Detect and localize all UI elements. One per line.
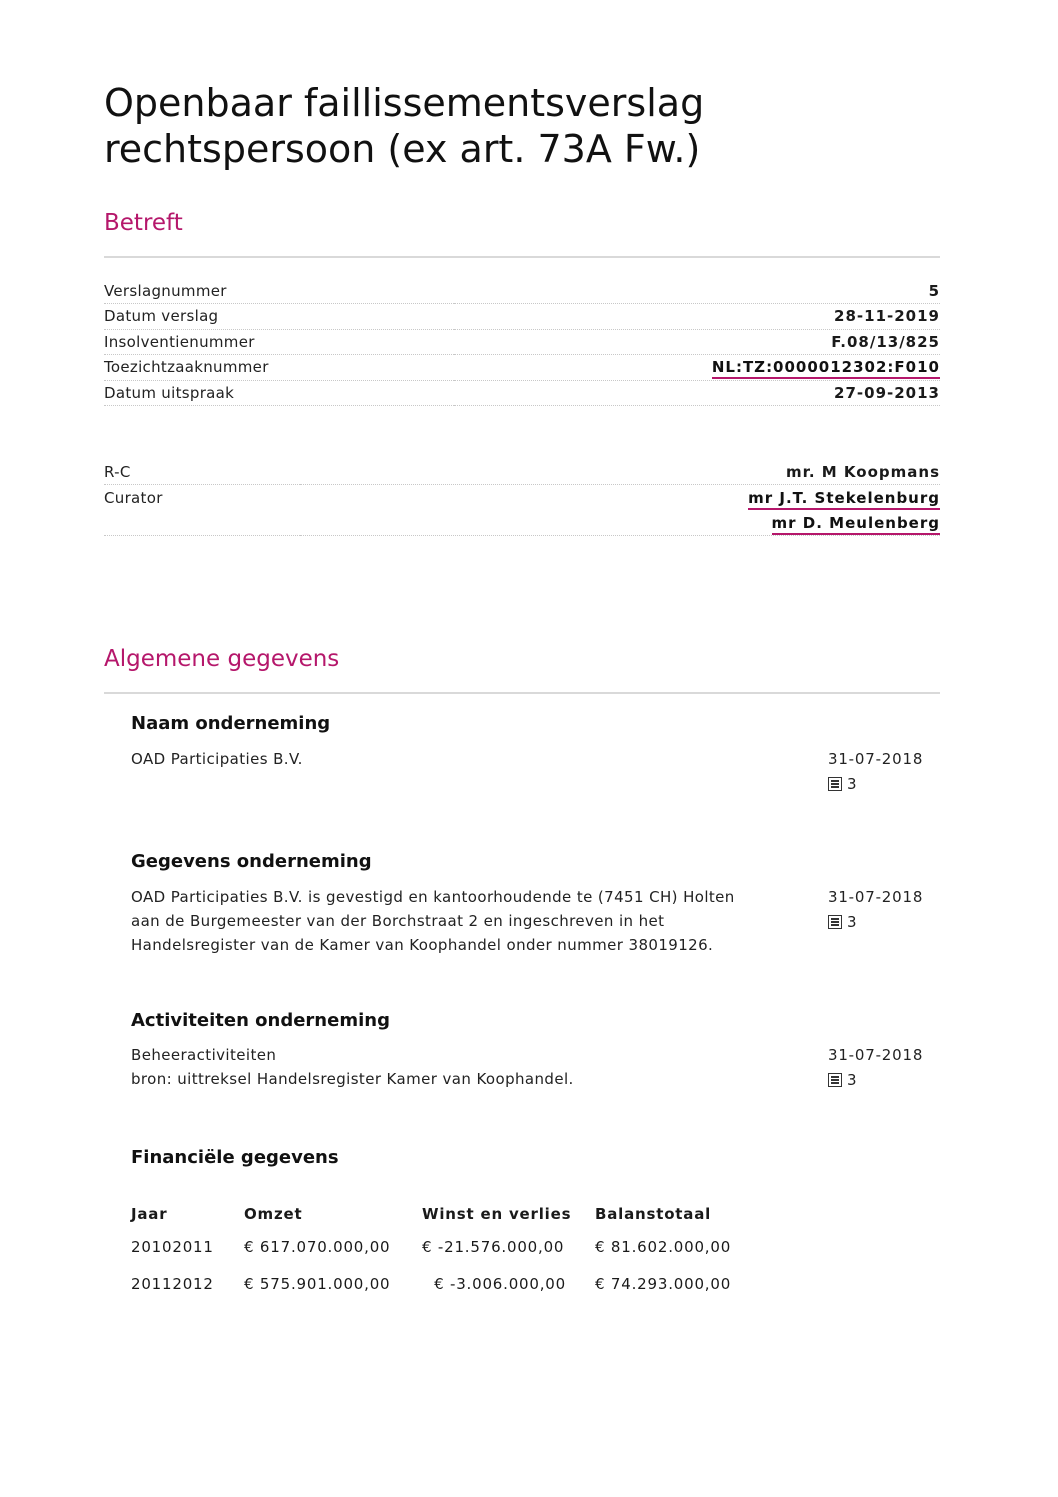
persons-table (104, 459, 940, 536)
naam-ref-number: 3 (847, 775, 857, 793)
table-row (131, 1228, 765, 1265)
section-divider (104, 692, 940, 694)
activiteiten-doc-ref[interactable] (828, 1071, 857, 1089)
gegevens-line-2: aan de Burgemeester van der Borchstraat 2 en ingeschreven in het (131, 912, 665, 930)
label-datum-verslag: Datum verslag (104, 307, 219, 326)
value-verslagnummer: 5 (928, 281, 940, 300)
cell-jaar: 20112012 (131, 1274, 214, 1293)
label-toezichtzaaknummer: Toezichtzaaknummer (104, 358, 269, 377)
row-datum-uitspraak (104, 380, 940, 406)
activiteiten-line-2: bron: uittreksel Handelsregister Kamer van Koophandel. (131, 1070, 574, 1088)
label-insolventienummer: Insolventienummer (104, 332, 255, 351)
activiteiten-ref-number: 3 (847, 1071, 857, 1089)
subheading-naam: Naam onderneming (131, 713, 331, 734)
naam-doc-ref[interactable] (828, 775, 857, 793)
cell-omzet: € 575.901.000,00 (244, 1274, 391, 1293)
gegevens-text (131, 885, 801, 957)
toezichtzaaknummer-link[interactable]: NL:TZ:0000012302:F010 (712, 358, 940, 379)
activiteiten-line-1: Beheeractiviteiten (131, 1046, 277, 1064)
naam-text: OAD Participaties B.V. (131, 750, 303, 768)
title-line-1: Openbaar faillissementsverslag (104, 81, 705, 125)
financial-table (131, 1200, 765, 1302)
subheading-activiteiten: Activiteiten onderneming (131, 1010, 390, 1031)
row-verslagnummer (104, 278, 940, 304)
activiteiten-text (131, 1043, 801, 1091)
section-heading-algemene: Algemene gegevens (104, 646, 340, 672)
section-divider (104, 256, 940, 258)
case-details-table (104, 278, 940, 406)
document-icon (828, 1073, 842, 1087)
label-verslagnummer: Verslagnummer (104, 281, 227, 300)
label-datum-uitspraak: Datum uitspraak (104, 383, 235, 402)
row-rc (104, 459, 940, 485)
row-insolventienummer (104, 329, 940, 355)
row-datum-verslag (104, 304, 940, 330)
value-datum-uitspraak: 27-09-2013 (834, 383, 940, 402)
value-curator-2 (300, 510, 940, 536)
naam-date: 31-07-2018 (828, 750, 924, 768)
col-header-balanstotaal: Balanstotaal (595, 1205, 712, 1223)
row-curator (104, 485, 940, 511)
subheading-financieel: Financiële gegevens (131, 1147, 339, 1168)
gegevens-ref-number: 3 (847, 913, 857, 931)
section-heading-betreft: Betreft (104, 210, 183, 236)
gegevens-line-1: OAD Participaties B.V. is gevestigd en kantoorhoudende te (7451 CH) Holten (131, 888, 735, 906)
curator-link-1[interactable]: mr J.T. Stekelenburg (748, 489, 940, 510)
value-rc: mr. M Koopmans (785, 462, 940, 481)
gegevens-date: 31-07-2018 (828, 888, 924, 906)
col-header-winst: Winst en verlies (422, 1205, 572, 1223)
col-header-omzet: Omzet (244, 1205, 303, 1223)
value-insolventienummer: F.08/13/825 (831, 332, 940, 351)
document-icon (828, 777, 842, 791)
document-icon (828, 915, 842, 929)
value-curator-1 (300, 485, 940, 511)
value-toezichtzaaknummer (454, 355, 940, 381)
cell-winst: € -3.006.000,00 (434, 1274, 566, 1293)
page-title (104, 80, 940, 172)
financial-header-row (131, 1200, 765, 1228)
gegevens-line-3: Handelsregister van de Kamer van Koophandel onder nummer 38019126. (131, 936, 714, 954)
label-rc: R-C (104, 462, 131, 481)
label-curator: Curator (104, 488, 163, 507)
gegevens-doc-ref[interactable] (828, 913, 857, 931)
activiteiten-date: 31-07-2018 (828, 1046, 924, 1064)
curator-link-2[interactable]: mr D. Meulenberg (772, 514, 940, 535)
cell-jaar: 20102011 (131, 1237, 214, 1256)
subheading-gegevens: Gegevens onderneming (131, 851, 372, 872)
cell-balanstotaal: € 74.293.000,00 (595, 1274, 732, 1293)
col-header-jaar: Jaar (131, 1205, 168, 1223)
row-curator-2 (104, 510, 940, 536)
table-row (131, 1265, 765, 1302)
cell-omzet: € 617.070.000,00 (244, 1237, 391, 1256)
row-toezichtzaaknummer (104, 355, 940, 381)
cell-balanstotaal: € 81.602.000,00 (595, 1237, 732, 1256)
value-datum-verslag: 28-11-2019 (834, 307, 940, 326)
title-line-2: rechtspersoon (ex art. 73A Fw.) (104, 127, 701, 171)
cell-winst: € -21.576.000,00 (422, 1237, 565, 1256)
